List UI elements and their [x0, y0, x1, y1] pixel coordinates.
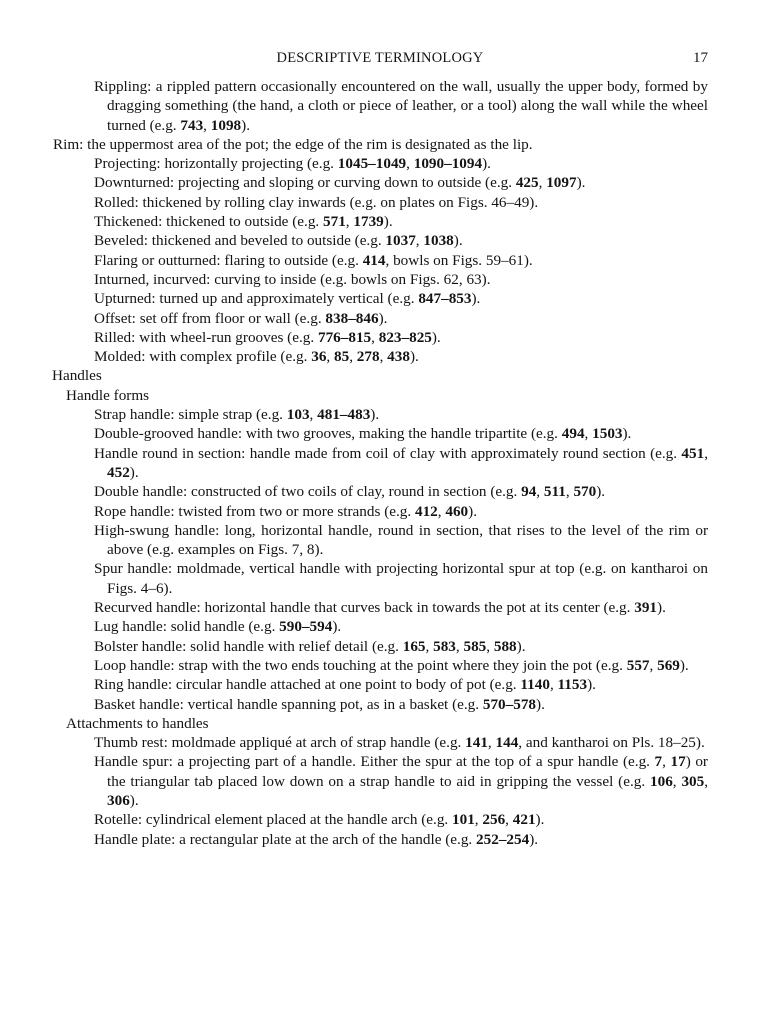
entry-text: ,	[704, 772, 709, 790]
catalogue-reference: 1038	[423, 232, 454, 250]
catalogue-reference: 412	[414, 502, 438, 520]
catalogue-reference: 256	[482, 811, 506, 829]
entry-text: ,	[203, 116, 211, 134]
entry-text: Rilled: with wheel-run grooves (e.g.	[94, 328, 318, 346]
catalogue-reference: 569	[657, 656, 680, 674]
catalogue-reference: 838–846	[325, 309, 379, 327]
entry-text: Loop handle: strap with the two ends touching at the point where they join the pot (e.g.	[94, 656, 627, 674]
catalogue-reference: 438	[387, 348, 410, 366]
catalogue-reference: 252–254	[476, 830, 530, 848]
entry-text: Double handle: constructed of two coils of clay, round in section (e.g.	[94, 483, 522, 501]
catalogue-reference: 847–853	[418, 290, 472, 308]
term-entry	[0, 656, 760, 675]
term-entry	[0, 830, 760, 849]
term-entry	[0, 559, 760, 598]
entry-text: ,	[505, 811, 513, 829]
catalogue-reference: 391	[634, 599, 658, 617]
entry-text: ,	[649, 656, 658, 674]
catalogue-reference: 452	[107, 463, 130, 481]
catalogue-reference: 101	[452, 811, 475, 829]
term-entry	[0, 695, 760, 714]
catalogue-reference: 305	[681, 772, 705, 790]
section-heading	[0, 714, 760, 733]
entry-text: ).	[471, 290, 481, 308]
entry-text: ,	[326, 348, 334, 366]
entry-text: ,	[371, 328, 379, 346]
entry-text: ).	[516, 637, 526, 655]
catalogue-reference: 494	[561, 425, 585, 443]
term-entry	[0, 270, 760, 289]
entry-text: Projecting: horizontally projecting (e.g.	[94, 155, 338, 173]
entry-text: ).	[596, 483, 606, 501]
entry-text: ,	[538, 174, 547, 192]
term-entry	[0, 77, 760, 135]
entry-text: ).	[129, 791, 139, 809]
entry-text: ,	[415, 232, 424, 250]
entry-text: Spur handle: moldmade, vertical handle with projecting horizontal spur at top (e.g. on kantharoi on Figs. 4–6).	[94, 560, 708, 597]
page-number: 17	[693, 50, 708, 66]
catalogue-reference: 776–815	[317, 328, 372, 346]
entry-text: Upturned: turned up and approximately vertical (e.g.	[94, 290, 419, 308]
entry-text: ,	[345, 213, 354, 231]
catalogue-reference: 823–825	[378, 328, 432, 346]
entry-text: ).	[409, 348, 419, 366]
entry-text: ,	[487, 734, 496, 752]
catalogue-reference: 306	[107, 791, 130, 809]
entry-text: ,	[406, 155, 414, 173]
entry-text: High-swung handle: long, horizontal handle, round in section, that rises to the level of the rim or above (e.g. examples on Figs. 7, 8).	[94, 521, 708, 559]
catalogue-reference: 460	[445, 502, 469, 520]
entry-text: Inturned, incurved: curving to inside (e.g. bowls on Figs. 62, 63).	[94, 270, 491, 288]
catalogue-reference: 1037	[385, 232, 416, 250]
entry-text: ).	[370, 406, 380, 424]
catalogue-reference: 144	[495, 734, 519, 752]
entry-text: Rippling: a rippled pattern occasionally encountered on the wall, usually the upper body, formed by dragging something (the hand, a cloth or piece of leather, or a tool) along the wall while the wheel turned (e.g.	[94, 78, 708, 134]
catalogue-reference: 585	[463, 637, 487, 655]
term-entry	[0, 810, 760, 829]
entry-text: ).	[482, 155, 491, 173]
entry-text: Thickened: thickened to outside (e.g.	[94, 213, 324, 231]
catalogue-reference: 1153	[557, 676, 588, 694]
entry-text: ).	[453, 232, 463, 250]
entry-text: Beveled: thickened and beveled to outside (e.g.	[94, 232, 386, 250]
catalogue-reference: 421	[512, 811, 536, 829]
entry-text: ,	[536, 483, 544, 501]
catalogue-reference: 511	[543, 483, 566, 501]
term-entry	[0, 598, 760, 617]
catalogue-reference: 481–483	[317, 406, 371, 424]
catalogue-reference: 278	[356, 348, 380, 366]
catalogue-reference: 1503	[592, 425, 623, 443]
term-entry	[0, 212, 760, 231]
entry-text: ,	[425, 637, 434, 655]
catalogue-reference: 1045–1049	[337, 155, 407, 173]
entry-text: Double-grooved handle: with two grooves, making the handle tripartite (e.g.	[94, 425, 562, 443]
term-entry	[0, 617, 760, 636]
entry-text: ,	[474, 811, 483, 829]
catalogue-reference: 425	[515, 174, 539, 192]
catalogue-reference: 1140	[520, 676, 550, 694]
entry-text: ,	[486, 637, 494, 655]
entry-text: ,	[437, 502, 446, 520]
entry-text: Ring handle: circular handle attached at one point to body of pot (e.g.	[94, 676, 521, 694]
catalogue-reference: 106	[650, 772, 673, 790]
term-entry	[0, 637, 760, 656]
entry-text: Handle round in section: handle made from coil of clay with approximately round section (e.g.	[94, 444, 682, 462]
entry-text: Handle forms	[66, 386, 150, 404]
term-entry	[0, 154, 760, 173]
entry-text: , bowls on Figs. 59–61).	[385, 251, 533, 269]
section-heading	[0, 386, 760, 405]
term-entry	[0, 251, 760, 270]
catalogue-reference: 1090–1094	[413, 155, 483, 173]
entry-text: ,	[565, 483, 574, 501]
entry-text: Bolster handle: solid handle with relief detail (e.g.	[94, 637, 403, 655]
entry-text: ,	[584, 425, 593, 443]
catalogue-reference: 743	[180, 116, 204, 134]
entry-text: ).	[332, 618, 342, 636]
term-entry	[0, 675, 760, 694]
term-entry	[0, 135, 760, 154]
catalogue-reference: 85	[334, 348, 350, 366]
entry-text: , and kantharoi on Pls. 18–25).	[518, 734, 705, 752]
entry-text: Rim: the uppermost area of the pot; the edge of the rim is designated as the lip.	[53, 135, 533, 153]
catalogue-reference: 165	[402, 637, 426, 655]
section-heading	[0, 366, 760, 385]
entry-text: Rope handle: twisted from two or more strands (e.g.	[94, 502, 415, 520]
term-entry	[0, 752, 760, 810]
catalogue-reference: 451	[681, 444, 705, 462]
entry-text: ).	[657, 599, 666, 617]
term-entry	[0, 444, 760, 483]
entry-text: Handles	[52, 367, 102, 385]
term-entry	[0, 328, 760, 347]
entry-text: Offset: set off from floor or wall (e.g.	[94, 309, 326, 327]
term-entry	[0, 289, 760, 308]
catalogue-reference: 1739	[353, 213, 384, 231]
entry-text: ) or the triangular tab placed low down on a strap handle to aid in gripping the vessel (e.g.	[107, 753, 708, 790]
catalogue-reference: 590–594	[279, 618, 333, 636]
entry-text: Attachments to handles	[66, 714, 209, 732]
entry-text: Molded: with complex profile (e.g.	[94, 348, 312, 366]
entry-text: ,	[349, 348, 357, 366]
catalogue-reference: 583	[433, 637, 456, 655]
entry-text: Flaring or outturned: flaring to outside (e.g.	[94, 251, 363, 269]
entry-text: ).	[679, 656, 689, 674]
entry-text: Handle spur: a projecting part of a handle. Either the spur at the top of a spur handle (e.g.	[94, 753, 655, 771]
term-entry	[0, 482, 760, 501]
entry-text: Strap handle: simple strap (e.g.	[94, 406, 287, 424]
catalogue-reference: 17	[670, 753, 686, 771]
catalogue-reference: 1098	[210, 116, 242, 134]
catalogue-reference: 7	[654, 753, 663, 771]
entry-text: Lug handle: solid handle (e.g.	[94, 618, 280, 636]
term-entry	[0, 502, 760, 521]
term-entry	[0, 405, 760, 424]
entry-text: ).	[576, 174, 586, 192]
entry-text: ).	[535, 811, 545, 829]
catalogue-reference: 588	[493, 637, 517, 655]
catalogue-reference: 570	[573, 483, 597, 501]
running-head	[0, 49, 760, 69]
catalogue-reference: 571	[323, 213, 346, 231]
entry-text: ,	[662, 753, 671, 771]
term-entry	[0, 193, 760, 212]
catalogue-reference: 36	[311, 348, 327, 366]
entry-text: Rotelle: cylindrical element placed at the handle arch (e.g.	[94, 811, 453, 829]
entry-text: ,	[309, 406, 318, 424]
catalogue-reference: 570–578	[482, 695, 537, 713]
entry-text: ).	[468, 502, 477, 520]
entry-text: ).	[536, 695, 545, 713]
term-entry	[0, 309, 760, 328]
term-entry	[0, 173, 760, 192]
entry-text: ).	[529, 830, 539, 848]
entry-text: ,	[549, 676, 558, 694]
term-entry	[0, 231, 760, 250]
entry-text: Recurved handle: horizontal handle that curves back in towards the pot at its center (e.g.	[94, 599, 635, 617]
catalogue-reference: 414	[362, 251, 386, 269]
entry-text: ).	[587, 676, 596, 694]
entry-text: Thumb rest: moldmade appliqué at arch of strap handle (e.g.	[94, 734, 466, 752]
catalogue-reference: 94	[521, 483, 537, 501]
entry-text: Basket handle: vertical handle spanning pot, as in a basket (e.g.	[94, 695, 483, 713]
running-title: DESCRIPTIVE TERMINOLOGY	[276, 50, 484, 66]
term-entry	[0, 347, 760, 366]
entry-text: ).	[241, 116, 250, 134]
entry-text: ,	[379, 348, 388, 366]
catalogue-reference: 103	[286, 406, 310, 424]
entry-text: ,	[455, 637, 464, 655]
entry-text: Rolled: thickened by rolling clay inwards (e.g. on plates on Figs. 46–49).	[94, 193, 539, 211]
term-entry	[0, 521, 760, 560]
entry-text: Handle plate: a rectangular plate at the arch of the handle (e.g.	[94, 830, 477, 848]
entry-text: ).	[383, 213, 393, 231]
term-entry	[0, 733, 760, 752]
catalogue-reference: 1097	[546, 174, 577, 192]
entry-text: ,	[672, 772, 682, 790]
terminology-list	[0, 77, 760, 849]
entry-text: ).	[431, 328, 441, 346]
entry-text: ,	[704, 444, 708, 462]
entry-text: ).	[129, 463, 139, 481]
catalogue-reference: 557	[626, 656, 650, 674]
entry-text: Downturned: projecting and sloping or curving down to outside (e.g.	[94, 174, 516, 192]
catalogue-reference: 141	[465, 734, 488, 752]
term-entry	[0, 424, 760, 443]
entry-text: ).	[622, 425, 632, 443]
entry-text: ).	[378, 309, 388, 327]
